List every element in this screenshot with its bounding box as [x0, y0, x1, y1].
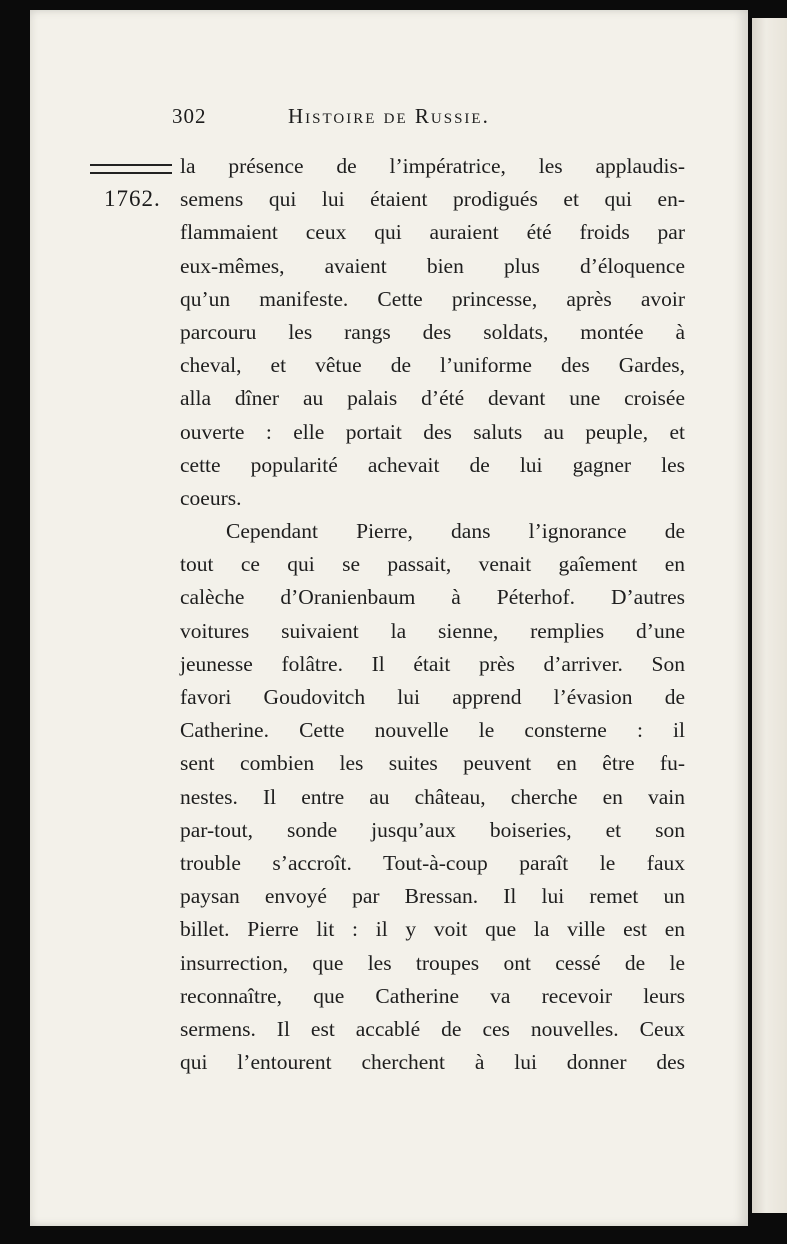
paragraph-end-line: coeurs. — [180, 485, 242, 510]
text-line: calèche d’Oranienbaum à Péterhof. D’autres — [180, 585, 685, 610]
text-line: eux-mêmes, avaient bien plus d’éloquence — [180, 253, 685, 278]
page-header — [172, 100, 592, 134]
text-line: sermens. Il est accablé de ces nouvelles. Ceux — [180, 1016, 685, 1041]
text-line: flammaient ceux qui auraient été froids par — [180, 220, 685, 245]
text-line: la présence de l’impératrice, les applaudis- — [180, 154, 685, 178]
next-page-edge — [752, 18, 787, 1213]
text-line: tout ce qui se passait, venait gaîement en — [180, 552, 685, 577]
text-line: par-tout, sonde jusqu’aux boiseries, et son — [180, 817, 685, 842]
text-line: cette popularité achevait de lui gagner les — [180, 452, 685, 477]
text-line: alla dîner au palais d’été devant une croisée — [180, 386, 685, 411]
paragraph-start-line: Cependant Pierre, dans l’ignorance de — [226, 519, 685, 544]
text-line: nestes. Il entre au château, cherche en vain — [180, 784, 685, 809]
margin-rule-mark — [90, 164, 172, 174]
text-line: sent combien les suites peuvent en être fu- — [180, 751, 685, 776]
page-number: 302 — [172, 104, 207, 128]
text-line: jeunesse folâtre. Il était près d’arriver. Son — [180, 651, 685, 676]
body-text — [180, 150, 685, 1079]
text-line: trouble s’accroît. Tout-à-coup paraît le faux — [180, 850, 685, 875]
text-line: Catherine. Cette nouvelle le consterne : il — [180, 718, 685, 743]
text-line: semens qui lui étaient prodigués et qui en- — [180, 187, 685, 212]
text-line: favori Goudovitch lui apprend l’évasion de — [180, 685, 685, 709]
text-line: reconnaître, que Catherine va recevoir leurs — [180, 983, 685, 1008]
text-line: parcouru les rangs des soldats, montée à — [180, 319, 685, 344]
text-line: billet. Pierre lit : il y voit que la ville est en — [180, 917, 685, 942]
text-line: qu’un manifeste. Cette princesse, après avoir — [180, 286, 685, 311]
text-line: paysan envoyé par Bressan. Il lui remet un — [180, 884, 685, 909]
text-line: voitures suivaient la sienne, remplies d’une — [180, 618, 685, 643]
text-line: insurrection, que les troupes ont cessé de le — [180, 950, 685, 975]
text-line: cheval, et vêtue de l’uniforme des Gardes, — [180, 353, 685, 378]
running-title: Histoire de Russie. — [288, 104, 490, 128]
text-line: ouverte : elle portait des saluts au peuple, et — [180, 419, 685, 444]
margin-year: 1762. — [104, 186, 161, 211]
text-line: qui l’entourent cherchent à lui donner des — [180, 1050, 685, 1075]
